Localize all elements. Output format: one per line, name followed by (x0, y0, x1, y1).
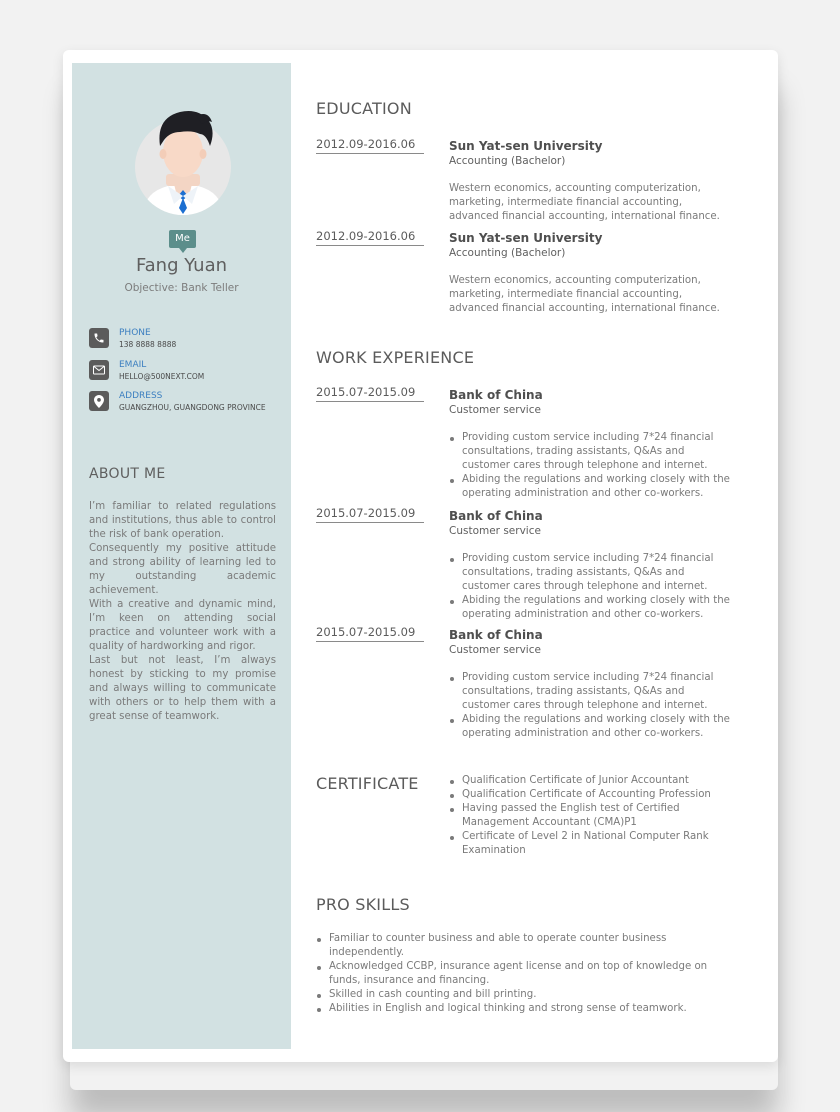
work-date: 2015.07-2015.09 (316, 506, 424, 523)
work-date: 2015.07-2015.09 (316, 625, 424, 642)
work-bullet: Providing custom service including 7*24 financial consultations, trading assistants, Q&As and customer cares through telephone and internet. (449, 671, 734, 713)
about-paragraph: I’m familiar to related regulations and institutions, thus able to control the risk of bank operation. (89, 501, 276, 540)
education-desc: Western economics, accounting computerization, marketing, intermediate financial accounting, advanced financial accounting, international finance. (449, 183, 720, 222)
education-entry (449, 231, 734, 316)
work-entry (449, 388, 734, 501)
work-bullet: Providing custom service including 7*24 financial consultations, trading assistants, Q&As and customer cares through telephone and internet. (449, 552, 734, 594)
skill-item: Abilities in English and logical thinking and strong sense of teamwork. (316, 1002, 736, 1016)
about-title: ABOUT ME (89, 466, 166, 482)
work-entry (449, 509, 734, 622)
education-date: 2012.09-2016.06 (316, 137, 424, 154)
work-bullet: Abiding the regulations and working closely with the operating administration and other co-workers. (449, 473, 734, 501)
education-date: 2012.09-2016.06 (316, 229, 424, 246)
phone-value: 138 8888 8888 (119, 340, 177, 349)
phone-icon (89, 328, 109, 348)
about-paragraph: Last but not least, I’m always honest by sticking to my promise and always willing to communicate with others or to help them with a great sense of teamwork. (89, 655, 276, 722)
skills-title: PRO SKILLS (316, 895, 410, 914)
certificate-list (449, 774, 739, 858)
work-title: WORK EXPERIENCE (316, 348, 475, 367)
skill-item: Acknowledged CCBP, insurance agent license and on top of knowledge on funds, insurance and financing. (316, 960, 736, 988)
education-title: EDUCATION (316, 99, 412, 118)
avatar (134, 104, 232, 216)
work-bullet: Providing custom service including 7*24 financial consultations, trading assistants, Q&As and customer cares through telephone and internet. (449, 431, 734, 473)
work-date: 2015.07-2015.09 (316, 385, 424, 402)
education-entry (449, 139, 734, 224)
about-paragraph: Consequently my positive attitude and strong ability of learning led to my outstanding academic achievement. (89, 543, 276, 596)
phone-label: PHONE (119, 328, 151, 338)
company-name: Bank of China (449, 388, 543, 402)
certificate-item: Having passed the English test of Certified Management Accountant (CMA)P1 (449, 802, 739, 830)
objective: Objective: Bank Teller (124, 282, 239, 294)
work-entry (449, 628, 734, 741)
job-role: Customer service (449, 644, 541, 656)
school-name: Sun Yat-sen University (449, 231, 603, 245)
certificate-item: Qualification Certificate of Accounting Profession (449, 788, 739, 802)
job-role: Customer service (449, 525, 541, 537)
skills-list (316, 932, 736, 1016)
education-desc: Western economics, accounting computerization, marketing, intermediate financial accounting, advanced financial accounting, international finance. (449, 275, 720, 314)
company-name: Bank of China (449, 509, 543, 523)
about-text (89, 500, 276, 724)
certificate-item: Certificate of Level 2 in National Computer Rank Examination (449, 830, 739, 858)
company-name: Bank of China (449, 628, 543, 642)
school-name: Sun Yat-sen University (449, 139, 603, 153)
me-badge: Me (169, 230, 196, 248)
location-icon (89, 391, 109, 411)
certificate-item: Qualification Certificate of Junior Accountant (449, 774, 739, 788)
email-label: EMAIL (119, 360, 147, 370)
work-bullet: Abiding the regulations and working closely with the operating administration and other co-workers. (449, 713, 734, 741)
address-label: ADDRESS (119, 391, 163, 401)
email-value: HELLO@500NEXT.COM (119, 372, 205, 381)
candidate-name: Fang Yuan (135, 255, 228, 276)
address-value: GUANGZHOU, GUANGDONG PROVINCE (119, 403, 266, 412)
degree: Accounting (Bachelor) (449, 247, 566, 259)
skill-item: Familiar to counter business and able to operate counter business independently. (316, 932, 736, 960)
skill-item: Skilled in cash counting and bill printing. (316, 988, 736, 1002)
certificate-title: CERTIFICATE (316, 774, 419, 793)
email-icon (89, 360, 109, 380)
about-paragraph: With a creative and dynamic mind, I’m keen on attending social practice and volunteer work with a quality of hardworking and rigor. (89, 599, 276, 652)
job-role: Customer service (449, 404, 541, 416)
degree: Accounting (Bachelor) (449, 155, 566, 167)
work-bullet: Abiding the regulations and working closely with the operating administration and other co-workers. (449, 594, 734, 622)
